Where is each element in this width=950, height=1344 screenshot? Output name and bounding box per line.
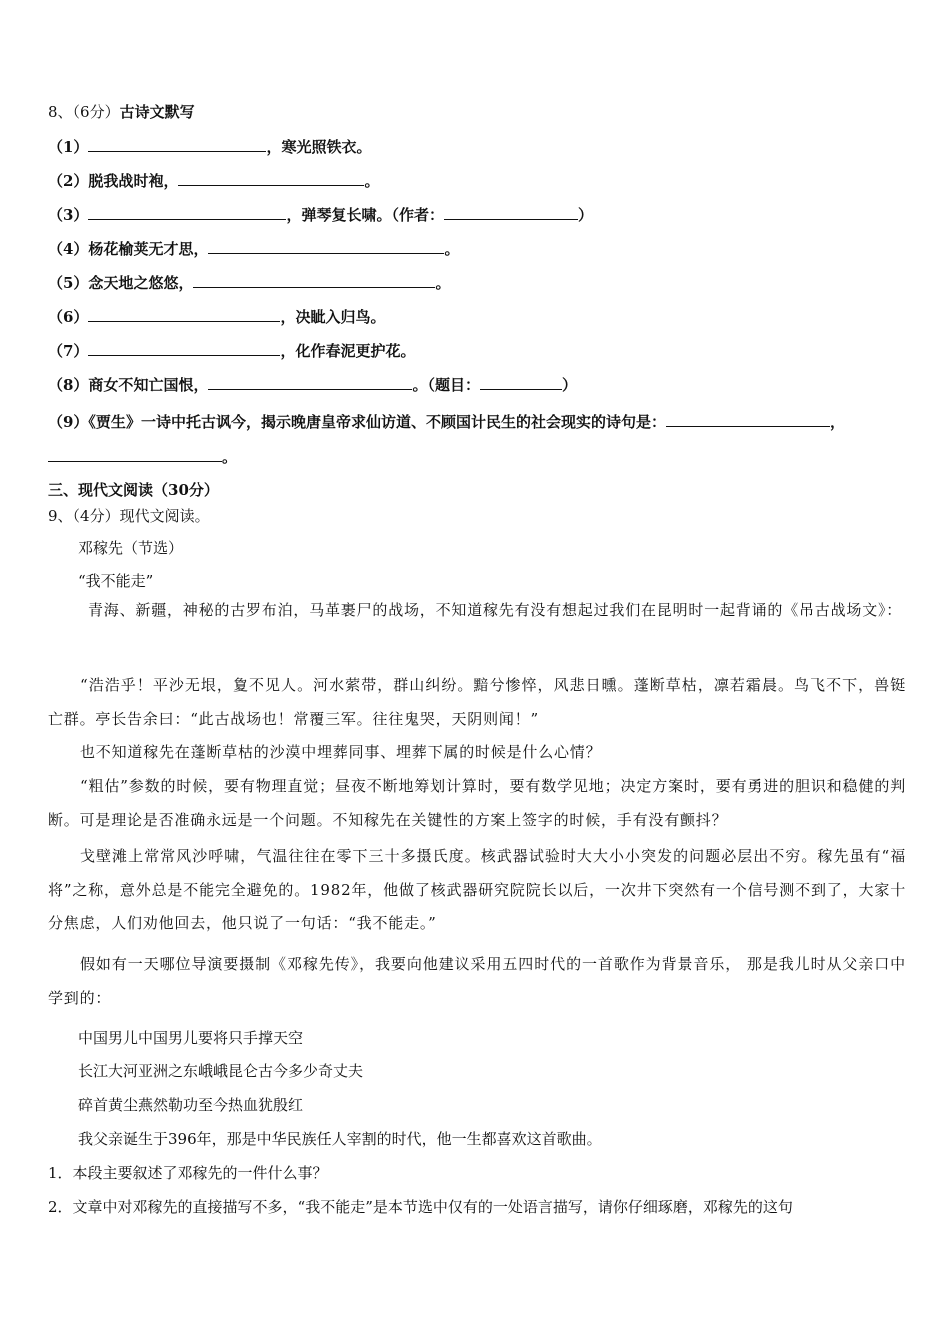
- sub-question-1: 1．本段主要叙述了邓稼先的一件什么事？: [48, 1164, 328, 1182]
- q8-item-2: （2）脱我战时袍， 。: [48, 172, 380, 190]
- article-paragraph: “浩浩乎！平沙无垠，夐不见人。河水萦带，群山纠纷。黯兮惨悴，风悲日曛。蓬断草枯，凛若霜晨。鸟飞不下，兽铤亡群。亭长告余曰：“此古战场也！常覆三军。往往鬼哭，天阴则闻！”: [48, 676, 906, 728]
- author-blank[interactable]: [444, 204, 578, 220]
- q8-title: 古诗文默写: [119, 103, 195, 121]
- answer-blank[interactable]: [88, 204, 286, 220]
- article-title: 邓稼先（节选）: [78, 539, 184, 557]
- title-blank[interactable]: [480, 374, 562, 390]
- article-paragraph: 戈壁滩上常常风沙呼啸，气温往往在零下三十多摄氏度。核武器试验时大大小小突发的问题必层出不穷。稼先虽有“福将”之称，意外总是不能完全避免的。1982年，他做了核武器研究院院长以后，一次井下突然有一个信号测不到了，大家十分焦虑，人们劝他回去，他只说了一句话：“我不能走。”: [48, 847, 906, 932]
- answer-blank[interactable]: [88, 306, 280, 322]
- answer-blank[interactable]: [666, 411, 830, 427]
- answer-blank[interactable]: [178, 170, 364, 186]
- q8-number: 8、（6分）: [48, 103, 120, 121]
- answer-blank[interactable]: [88, 340, 280, 356]
- article-paragraph: “粗估”参数的时候，要有物理直觉；昼夜不断地筹划计算时，要有数学见地；决定方案时，要有勇进的胆识和稳健的判断。可是理论是否准确永远是一个问题。不知稼先在关键性的方案上签字的时候，手有没有颤抖？: [48, 777, 906, 829]
- song-line: 中国男儿中国男儿要将只手撑天空: [78, 1029, 304, 1047]
- answer-blank[interactable]: [48, 446, 222, 462]
- sub-question-2: 2．文章中对邓稼先的直接描写不多，“我不能走”是本节选中仅有的一处语言描写，请你仔细琢磨，邓稼先的这句: [48, 1198, 793, 1216]
- song-line: 碎首黄尘燕然勒功至今热血犹殷红: [78, 1096, 304, 1114]
- q8-item-5: （5）念天地之悠悠， 。: [48, 274, 451, 292]
- song-line: 长江大河亚洲之东峨峨昆仑古今多少奇丈夫: [78, 1062, 364, 1080]
- closing-paragraph: 我父亲诞生于396年，那是中华民族任人宰割的时代，他一生都喜欢这首歌曲。: [78, 1130, 602, 1148]
- article-subtitle: “我不能走”: [78, 572, 154, 590]
- answer-blank[interactable]: [208, 374, 412, 390]
- article-paragraph: 假如有一天哪位导演要摄制《邓稼先传》，我要向他建议采用五四时代的一首歌作为背景音乐， 那是我儿时从父亲口中学到的：: [48, 955, 906, 1007]
- q8-item-4: （4）杨花榆荚无才思， 。: [48, 240, 460, 258]
- article-paragraph: 也不知道稼先在蓬断草枯的沙漠中埋葬同事、埋葬下属的时候是什么心情？: [80, 743, 602, 761]
- answer-blank[interactable]: [88, 136, 266, 152]
- q8-item-6: （6） ，决眦入归鸟。: [48, 308, 386, 326]
- q8-item-3: （3） ，弹琴复长啸。（作者： ）: [48, 206, 593, 224]
- answer-blank[interactable]: [208, 238, 444, 254]
- section-title: 三、现代文阅读（30分）: [48, 481, 219, 499]
- q8-item-9: （9）《贾生》一诗中托古讽今，揭示晚唐皇帝求仙访道、不顾国计民生的社会现实的诗句是： ，: [48, 413, 845, 431]
- article-paragraph: 青海、新疆，神秘的古罗布泊，马革裹尸的战场，不知道稼先有没有想起过我们在昆明时一起背诵的《吊古战场文》：: [88, 601, 903, 619]
- q8-header: [48, 102, 195, 122]
- q8-item-7: （7） ，化作春泥更护花。: [48, 342, 416, 360]
- answer-blank[interactable]: [193, 272, 435, 288]
- q8-item-9-cont: 。: [48, 446, 237, 467]
- q9-header: 9、（4分）现代文阅读。: [48, 507, 210, 525]
- q8-item-8: （8）商女不知亡国恨， 。（题目： ）: [48, 376, 577, 394]
- q8-item-1: （1） ，寒光照铁衣。: [48, 138, 372, 156]
